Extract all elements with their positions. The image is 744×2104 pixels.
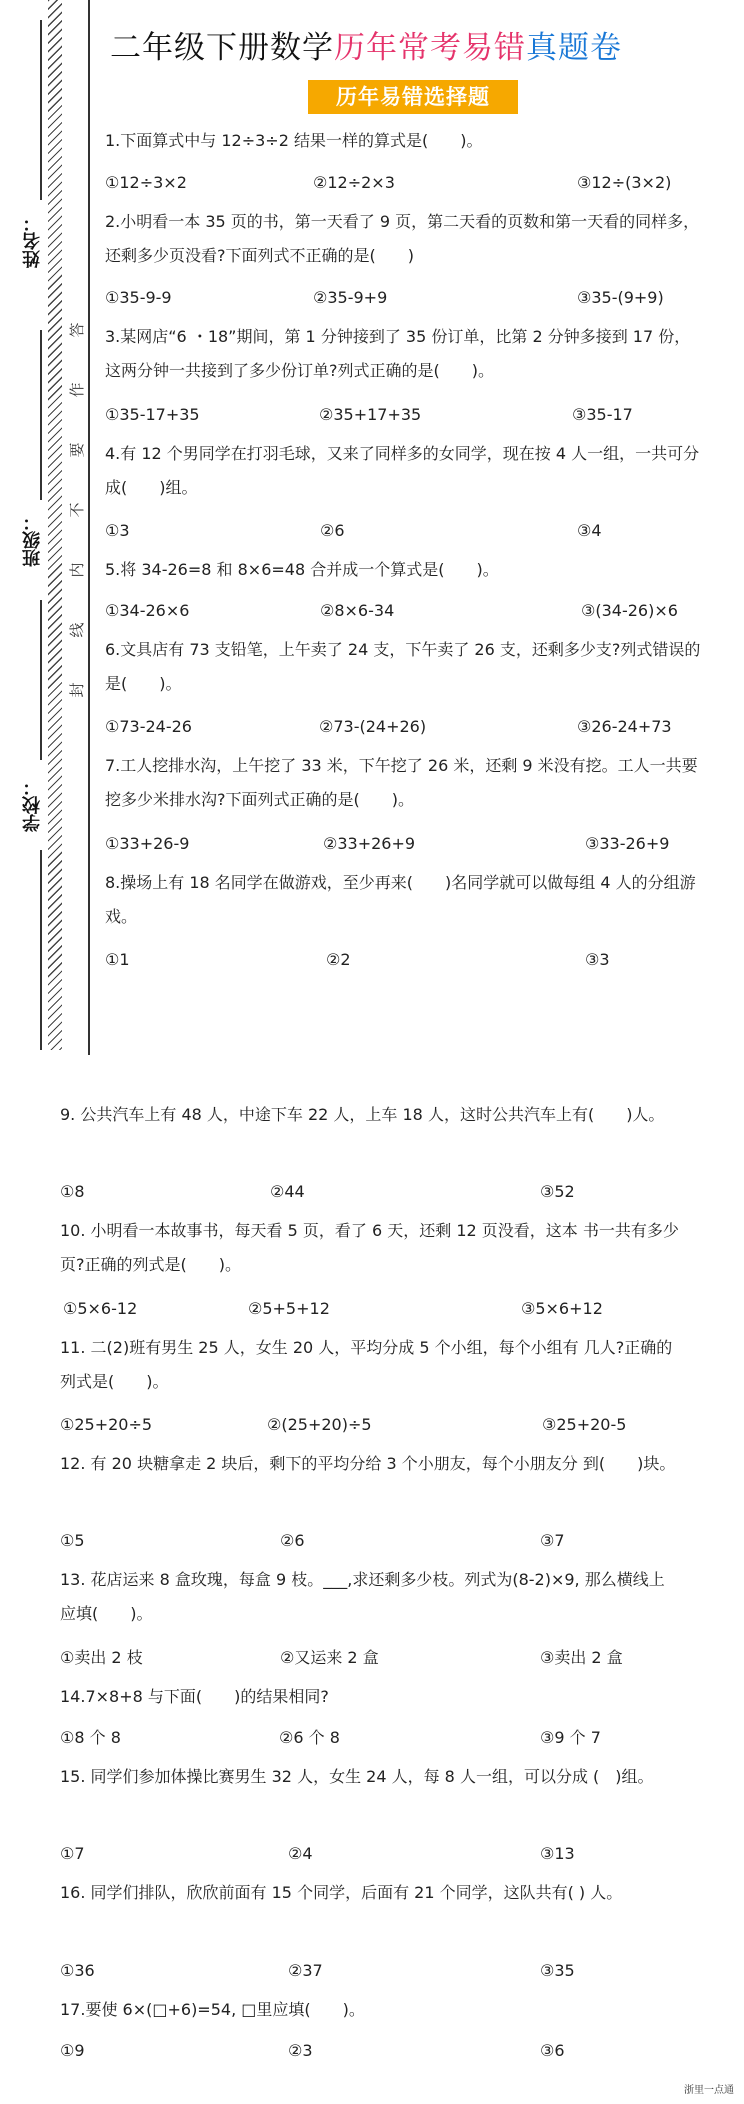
seal-char: 封	[68, 682, 86, 698]
option: ②5+5+12	[248, 1299, 330, 1318]
seal-char: 答	[68, 322, 86, 338]
name-line	[40, 20, 42, 200]
option: ②35-9+9	[313, 288, 388, 307]
footer-watermark: 浙里一点通	[684, 2085, 734, 2096]
title-part-1: 二年级下册数学	[110, 30, 334, 66]
option: ②33+26+9	[323, 834, 416, 853]
option: ①3	[105, 521, 130, 540]
title-part-2: 历年常考易错	[334, 30, 526, 66]
option: ①8	[60, 1182, 85, 1201]
option: ③6	[540, 2041, 565, 2060]
option: ②44	[270, 1182, 305, 1201]
option: ③9 个 7	[540, 1728, 601, 1747]
option: ①73-24-26	[105, 717, 192, 736]
option: ②4	[288, 1844, 313, 1863]
option: ③3	[585, 950, 610, 969]
question-text: 6.文具店有 73 支铅笔，上午卖了 24 支，下午卖了 26 支，还剩多少支?列式错误的是( )。	[105, 640, 701, 693]
seal-char: 作	[68, 382, 86, 398]
bottom-line	[40, 850, 42, 1050]
school-line	[40, 600, 42, 760]
question-text: 7.工人挖排水沟，上午挖了 33 米，下午挖了 26 米，还剩 9 米没有挖。工人一共要挖多少米排水沟?下面列式正确的是( )。	[105, 756, 698, 809]
option: ③26-24+73	[577, 717, 672, 736]
option: ③7	[540, 1531, 565, 1550]
option: ②6	[280, 1531, 305, 1550]
option: ①1	[105, 950, 130, 969]
option: ③35-(9+9)	[577, 288, 664, 307]
section-banner: 历年易错选择题	[308, 80, 518, 114]
question-text: 16. 同学们排队，欣欣前面有 15 个同学，后面有 21 个同学，这队共有( ) 人。	[60, 1883, 623, 1902]
seal-char: 线	[68, 622, 86, 638]
option: ③5×6+12	[521, 1299, 603, 1318]
class-line	[40, 330, 42, 500]
title-part-3: 真题卷	[526, 30, 622, 66]
question-text: 9. 公共汽车上有 48 人，中途下车 22 人，上车 18 人，这时公共汽车上有( )人。	[60, 1105, 665, 1124]
option: ①35-17+35	[105, 405, 200, 424]
option: ③13	[540, 1844, 575, 1863]
option: ①卖出 2 枝	[60, 1648, 143, 1667]
option: ③12÷(3×2)	[577, 173, 672, 192]
question-text: 12. 有 20 块糖拿走 2 块后，剩下的平均分给 3 个小朋友，每个小朋友分 到( )块。	[60, 1454, 676, 1473]
page-title	[110, 28, 730, 68]
seal-char: 不	[68, 502, 86, 518]
option: ①35-9-9	[105, 288, 172, 307]
option: ①25+20÷5	[60, 1415, 153, 1434]
question-text: 5.将 34-26=8 和 8×6=48 合并成一个算式是( )。	[105, 560, 499, 579]
question-text: 13. 花店运来 8 盒玫瑰，每盒 9 枝。___,求还剩多少枝。列式为(8-2)×9, 那么横线上应填( )。	[60, 1570, 665, 1623]
seal-char: 内	[68, 562, 86, 578]
option: ①9	[60, 2041, 85, 2060]
question-text: 17.要使 6×(□+6)=54, □里应填( )。	[60, 2000, 365, 2019]
question-text: 14.7×8+8 与下面( )的结果相同?	[60, 1687, 329, 1706]
option: ②3	[288, 2041, 313, 2060]
binding-hatch	[48, 0, 62, 1050]
option: ①5×6-12	[63, 1299, 138, 1318]
option: ①12÷3×2	[105, 173, 187, 192]
option: ②6	[320, 521, 345, 540]
school-label: 学校：	[22, 778, 43, 832]
binding-line	[88, 0, 90, 1055]
question-text: 11. 二(2)班有男生 25 人，女生 20 人，平均分成 5 个小组，每个小组有 几人?正确的列式是( )。	[60, 1338, 673, 1391]
question-text: 8.操场上有 18 名同学在做游戏，至少再来( )名同学就可以做每组 4 人的分组游戏。	[105, 873, 696, 926]
option: ③52	[540, 1182, 575, 1201]
option: ③33-26+9	[585, 834, 670, 853]
option: ③4	[577, 521, 602, 540]
option: ②又运来 2 盒	[280, 1648, 379, 1667]
option: ①33+26-9	[105, 834, 190, 853]
option: ③卖出 2 盒	[540, 1648, 623, 1667]
seal-char: 要	[68, 442, 86, 458]
option: ③35	[540, 1961, 575, 1980]
option: ②12÷2×3	[313, 173, 395, 192]
question-text: 2.小明看一本 35 页的书，第一天看了 9 页，第二天看的页数和第一天看的同样多，还剩多少页没看?下面列式不正确的是( )	[105, 212, 700, 265]
option: ①7	[60, 1844, 85, 1863]
question-text: 15. 同学们参加体操比赛男生 32 人，女生 24 人，每 8 人一组，可以分成 ( )组。	[60, 1767, 654, 1786]
question-text: 1.下面算式中与 12÷3÷2 结果一样的算式是( )。	[105, 131, 483, 150]
option: ②(25+20)÷5	[267, 1415, 372, 1434]
option: ②73-(24+26)	[319, 717, 427, 736]
name-label: 姓名：	[22, 214, 43, 268]
option: ①34-26×6	[105, 601, 190, 620]
option: ②35+17+35	[319, 405, 422, 424]
option: ③35-17	[572, 405, 633, 424]
option: ②6 个 8	[279, 1728, 340, 1747]
class-label: 班级：	[22, 513, 43, 567]
option: ①5	[60, 1531, 85, 1550]
question-text: 3.某网店“6 ・18”期间，第 1 分钟接到了 35 份订单，比第 2 分钟多接到 17 份，这两分钟一共接到了多少份订单?列式正确的是( )。	[105, 327, 691, 380]
seal-chars	[68, 300, 86, 720]
option: ②37	[288, 1961, 323, 1980]
option: ③25+20-5	[542, 1415, 627, 1434]
option: ②2	[326, 950, 351, 969]
binding-margin	[0, 0, 100, 1060]
option: ①36	[60, 1961, 95, 1980]
option: ①8 个 8	[60, 1728, 121, 1747]
question-text: 4.有 12 个男同学在打羽毛球，又来了同样多的女同学，现在按 4 人一组，一共可分成( )组。	[105, 444, 700, 497]
option: ②8×6-34	[320, 601, 395, 620]
question-text: 10. 小明看一本故事书，每天看 5 页，看了 6 天，还剩 12 页没看，这本 书一共有多少页?正确的列式是( )。	[60, 1221, 679, 1274]
option: ③(34-26)×6	[581, 601, 678, 620]
